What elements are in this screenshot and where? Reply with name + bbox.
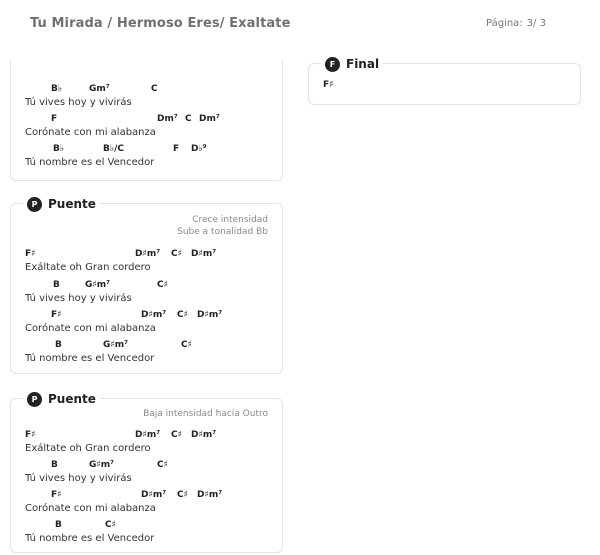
chord: F♯ bbox=[25, 249, 36, 259]
chord-line bbox=[25, 339, 275, 367]
chord: D♯m⁷ bbox=[197, 490, 223, 500]
section-card-puente bbox=[10, 197, 283, 374]
chord: Dm⁷ bbox=[157, 114, 178, 124]
chord-line bbox=[25, 113, 275, 141]
page-number: 3/ 3 bbox=[526, 18, 546, 29]
section-badge: P bbox=[27, 392, 42, 407]
chord: B bbox=[55, 520, 62, 530]
chord: B♭ bbox=[53, 144, 65, 154]
chord: F bbox=[173, 144, 180, 154]
section-card-puente bbox=[10, 392, 283, 553]
section-title: Final bbox=[346, 57, 380, 71]
chord: C♯ bbox=[177, 310, 188, 320]
song-title: Tu Mirada / Hermoso Eres/ Exaltate bbox=[30, 16, 291, 31]
section-badge: P bbox=[27, 197, 42, 212]
chord: C♯ bbox=[171, 430, 182, 440]
lyric-line: Tú vives hoy y vivirás bbox=[25, 293, 132, 304]
section-title: Puente bbox=[48, 392, 96, 406]
lyric-line: Tú vives hoy y vivirás bbox=[25, 97, 132, 108]
chord: F♯ bbox=[25, 430, 36, 440]
chord: D♯m⁷ bbox=[191, 249, 217, 259]
lyric-line: Tú nombre es el Vencedor bbox=[25, 533, 155, 544]
chord: D♯m⁷ bbox=[191, 430, 217, 440]
chord: C♯ bbox=[157, 280, 168, 290]
chord: G♯m⁷ bbox=[85, 280, 111, 290]
chord-line bbox=[25, 309, 275, 337]
chord-line bbox=[323, 79, 573, 107]
chord-line bbox=[25, 83, 275, 111]
section-continued-card bbox=[10, 60, 283, 181]
chord: B♭/C bbox=[103, 144, 124, 154]
section-note bbox=[177, 214, 268, 238]
lyric-line: Corónate con mi alabanza bbox=[25, 127, 156, 138]
note-line: Baja intensidad hacía Outro bbox=[143, 409, 268, 419]
page-indicator bbox=[486, 18, 550, 29]
chord: B bbox=[53, 280, 60, 290]
chord: C♯ bbox=[171, 249, 182, 259]
chord: F♯ bbox=[51, 490, 62, 500]
section-title: Puente bbox=[48, 197, 96, 211]
chord: C bbox=[151, 84, 158, 94]
page-label: Página: bbox=[486, 18, 523, 29]
chord: B bbox=[51, 460, 58, 470]
chord: D♯m⁷ bbox=[135, 249, 161, 259]
chord: F♯ bbox=[51, 310, 62, 320]
chord: D♯m⁷ bbox=[197, 310, 223, 320]
lyric-line: Corónate con mi alabanza bbox=[25, 503, 156, 514]
chord: G♯m⁷ bbox=[89, 460, 115, 470]
chord: Dm⁷ bbox=[199, 114, 220, 124]
chord: C♯ bbox=[157, 460, 168, 470]
chord: C bbox=[185, 114, 192, 124]
chord: B♭ bbox=[51, 84, 63, 94]
chord: D♯m⁷ bbox=[141, 310, 167, 320]
chord: G♯m⁷ bbox=[103, 340, 129, 350]
chord: C♯ bbox=[181, 340, 192, 350]
chord: D♯m⁷ bbox=[141, 490, 167, 500]
section-note bbox=[143, 408, 268, 420]
chord-line bbox=[25, 279, 275, 307]
lyric-line: Exáltate oh Gran cordero bbox=[25, 262, 151, 273]
section-card-final bbox=[308, 57, 581, 105]
chord: F♯ bbox=[323, 80, 334, 90]
chord-line bbox=[25, 489, 275, 517]
chord: B bbox=[55, 340, 62, 350]
lyric-line: Tú vives hoy y vivirás bbox=[25, 473, 132, 484]
section-header bbox=[23, 195, 100, 213]
chord-line bbox=[25, 143, 275, 171]
lyric-line: Corónate con mi alabanza bbox=[25, 323, 156, 334]
chord-line bbox=[25, 459, 275, 487]
chord: C♯ bbox=[177, 490, 188, 500]
chord: C♯ bbox=[105, 520, 116, 530]
section-header bbox=[321, 55, 383, 73]
note-line: Crece intensidad bbox=[192, 215, 268, 225]
section-badge: F bbox=[325, 57, 340, 72]
chord-line bbox=[25, 429, 275, 457]
chord: F bbox=[51, 114, 58, 124]
chord: D♭⁹ bbox=[191, 144, 207, 154]
section-header bbox=[23, 390, 100, 408]
chord-line bbox=[25, 519, 275, 547]
lyric-line: Exáltate oh Gran cordero bbox=[25, 443, 151, 454]
lyric-line: Tú nombre es el Vencedor bbox=[25, 353, 155, 364]
chord: Gm⁷ bbox=[89, 84, 110, 94]
note-line: Sube a tonalidad Bb bbox=[177, 227, 268, 237]
chord-line bbox=[25, 248, 275, 276]
chord: D♯m⁷ bbox=[135, 430, 161, 440]
lyric-line: Tú nombre es el Vencedor bbox=[25, 157, 155, 168]
